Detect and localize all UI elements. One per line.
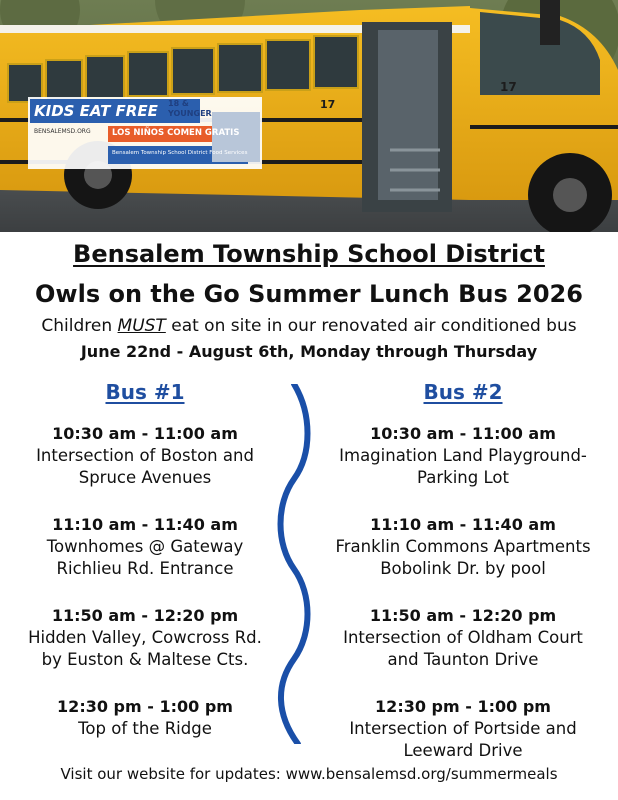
stop-time: 12:30 pm - 1:00 pm <box>375 697 551 716</box>
bus-1-stop <box>5 604 285 695</box>
bus-1-stop <box>5 422 285 513</box>
stop-time: 10:30 am - 11:00 am <box>52 424 238 443</box>
stop-location: Parking Lot <box>417 468 509 487</box>
district-name: Bensalem Township School District <box>73 240 545 268</box>
banner-website: BENSALEMSD.ORG <box>34 128 91 135</box>
bus-2-stop <box>323 513 603 604</box>
stop-location: Richlieu Rd. Entrance <box>56 559 234 578</box>
stop-time: 12:30 pm - 1:00 pm <box>57 697 233 716</box>
stop-location: Franklin Commons Apartments <box>335 537 591 556</box>
stop-location: and Taunton Drive <box>387 650 539 669</box>
stop-location: Intersection of Portside and <box>349 719 577 738</box>
note-emphasis: MUST <box>117 316 166 336</box>
stop-location: Hidden Valley, Cowcross Rd. <box>28 628 262 647</box>
banner-age: 18 & YOUNGER <box>168 99 212 118</box>
bus-2-column <box>323 380 603 786</box>
stop-location: Bobolink Dr. by pool <box>380 559 546 578</box>
stop-location: by Euston & Maltese Cts. <box>41 650 249 669</box>
stop-time: 11:10 am - 11:40 am <box>370 515 556 534</box>
bus-number-side: 17 <box>320 98 336 111</box>
banner-kids-eat-free: KIDS EAT FREE <box>34 102 158 120</box>
stop-location: Leeward Drive <box>403 741 523 760</box>
bus-2-stop <box>323 422 603 513</box>
website-footer: Visit our website for updates: www.bensalemsd.org/summermeals <box>60 765 558 783</box>
stop-location: Imagination Land Playground- <box>339 446 587 465</box>
bus-2-stop <box>323 604 603 695</box>
bus-1-stop <box>5 513 285 604</box>
schedule-dates: June 22nd - August 6th, Monday through Thursday <box>80 342 538 361</box>
page-title: Owls on the Go Summer Lunch Bus 2026 <box>35 280 583 308</box>
note-prefix: Children <box>41 316 118 336</box>
stop-time: 10:30 am - 11:00 am <box>370 424 556 443</box>
stop-location: Intersection of Oldham Court <box>343 628 583 647</box>
stop-location: Intersection of Boston and <box>36 446 254 465</box>
bus-2-title: Bus #2 <box>423 380 503 404</box>
stop-location: Top of the Ridge <box>78 719 212 738</box>
stop-location: Spruce Avenues <box>78 468 212 487</box>
stop-time: 11:10 am - 11:40 am <box>52 515 238 534</box>
bus-number-front: 17 <box>500 80 517 94</box>
bus-1-column <box>5 380 285 786</box>
stop-time: 11:50 am - 12:20 pm <box>51 606 239 625</box>
banner-spanish: LOS NIÑOS COMEN GRATIS <box>112 128 240 138</box>
eat-on-site-note <box>0 316 618 336</box>
stop-time: 11:50 am - 12:20 pm <box>369 606 557 625</box>
bus-1-title: Bus #1 <box>105 380 185 404</box>
banner-footer: Bensalem Township School District Food Services <box>112 150 248 156</box>
stop-location: Townhomes @ Gateway <box>46 537 244 556</box>
note-suffix: eat on site in our renovated air conditioned bus <box>165 316 577 336</box>
school-bus-photo <box>0 0 618 232</box>
